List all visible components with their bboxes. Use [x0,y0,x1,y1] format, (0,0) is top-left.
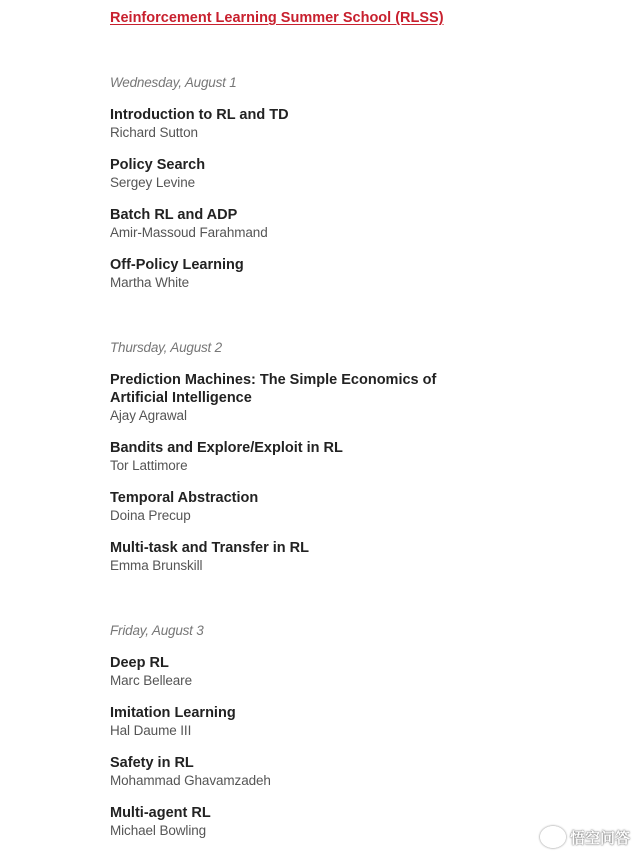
talk-item [110,156,440,206]
talk-speaker: Ajay Agrawal [110,408,187,423]
talk-title: Imitation Learning [110,705,236,721]
talk-list [110,106,440,306]
talk-title: Prediction Machines: The Simple Economics of Artificial Intelligence [110,372,437,406]
talk-speaker: Richard Sutton [110,125,198,140]
talk-speaker: Amir-Massoud Farahmand [110,225,268,240]
talk-speaker: Doina Precup [110,508,191,523]
talk-speaker: Hal Daume III [110,723,192,738]
talk-title: Temporal Abstraction [110,490,259,506]
day-section-friday [110,622,440,854]
talk-item [110,106,440,156]
talk-speaker: Marc Belleare [110,673,192,688]
day-section-thursday [110,339,440,589]
talk-title: Multi-agent RL [110,805,211,821]
talk-item [110,489,440,539]
talk-item [110,371,440,439]
talk-speaker: Mohammad Ghavamzadeh [110,773,271,788]
day-label: Wednesday, August 1 [110,75,237,90]
talk-list [110,371,440,589]
watermark [540,826,630,848]
talk-item [110,539,440,589]
school-title-link[interactable]: Reinforcement Learning Summer School (RLSS) [110,10,444,26]
talk-title: Introduction to RL and TD [110,107,289,123]
talk-title: Multi-task and Transfer in RL [110,540,309,556]
day-section-wednesday [110,74,440,306]
talk-list [110,654,440,854]
wukong-logo-icon [540,826,566,848]
day-label: Friday, August 3 [110,623,204,638]
talk-item [110,804,440,854]
talk-title: Off-Policy Learning [110,257,244,273]
talk-item [110,654,440,704]
talk-item [110,256,440,306]
talk-title: Policy Search [110,157,206,173]
talk-title: Deep RL [110,655,169,671]
talk-title: Bandits and Explore/Exploit in RL [110,440,343,456]
talk-item [110,439,440,489]
talk-speaker: Michael Bowling [110,823,207,838]
talk-item [110,704,440,754]
talk-item [110,206,440,256]
talk-speaker: Emma Brunskill [110,558,203,573]
talk-title: Safety in RL [110,755,194,771]
watermark-text: 悟空问答 [569,829,630,847]
talk-speaker: Tor Lattimore [110,458,188,473]
talk-item [110,754,440,804]
day-label: Thursday, August 2 [110,340,222,355]
talk-speaker: Sergey Levine [110,175,196,190]
talk-speaker: Martha White [110,275,190,290]
talk-title: Batch RL and ADP [110,207,238,223]
